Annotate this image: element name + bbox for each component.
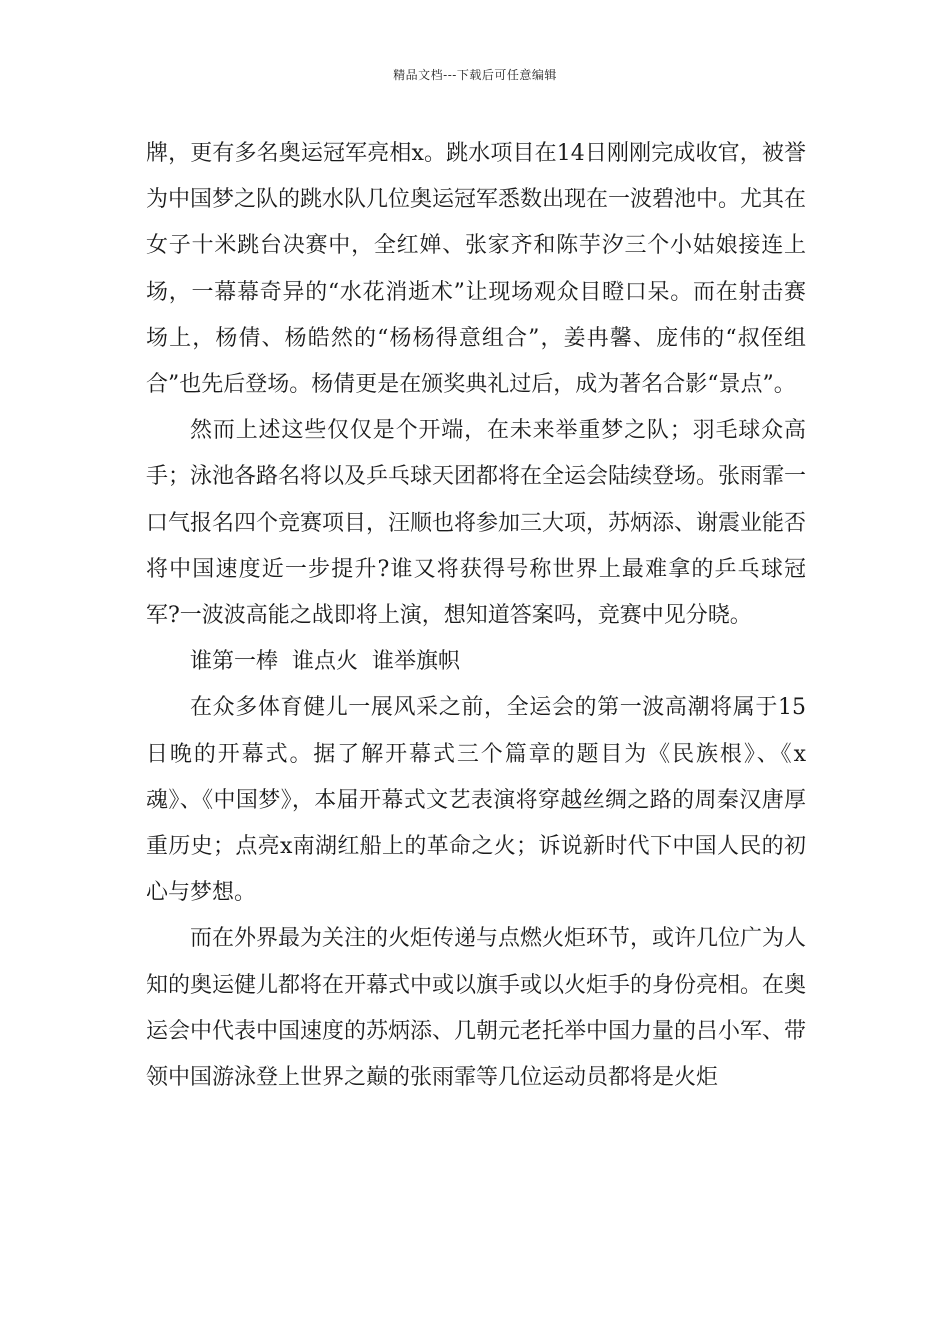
paragraph-torch-relay: 而在外界最为关注的火炬传递与点燃火炬环节，或许几位广为人知的奥运健儿都将在开幕式中或以旗手或以火炬手的身份亮相。在奥运会中代表中国速度的苏炳添、几朝元老托举中国力量的吕小军、带领中国游泳登上世界之巅的张雨霏等几位运动员都将是火炬 [146,926,807,1091]
paragraph-upcoming-events: 然而上述这些仅仅是个开端，在未来举重梦之队；羽毛球众高手；泳池各路名将以及乒乓球天团都将在全运会陆续登场。张雨霏一口气报名四个竞赛项目，汪顺也将参加三大项，苏炳添、谢震业能否将中国速度近一步提升?谁又将获得号称世界上最难拿的乒乓球冠军?一波波高能之战即将上演，想知道答案吗，竞赛中见分晓。 [146,418,807,629]
page-header: 精品文档---下载后可任意编辑 [393,68,557,82]
paragraph-continuation: 牌，更有多名奥运冠军亮相x。跳水项目在14日刚刚完成收官，被誉为中国梦之队的跳水队几位奥运冠军悉数出现在一波碧池中。尤其在女子十米跳台决赛中，全红婵、张家齐和陈芋汐三个小姑娘接连上场，一幕幕奇异的“水花消逝术”让现场观众目瞪口呆。而在射击赛场上，杨倩、杨皓然的“杨杨得意组合”，姜冉馨、庞伟的“叔侄组合”也先后登场。杨倩更是在颁奖典礼过后，成为著名合影“景点”。 [146,141,807,398]
paragraph-opening-ceremony: 在众多体育健儿一展风采之前，全运会的第一波高潮将属于15日晚的开幕式。据了解开幕式三个篇章的题目为《民族根》、《x魂》、《中国梦》，本届开幕式文艺表演将穿越丝绸之路的周秦汉唐厚重历史；点亮x南湖红船上的革命之火；诉说新时代下中国人民的初心与梦想。 [146,695,806,906]
document-body [146,131,806,1101]
section-heading: 谁第一棒 谁点火 谁举旗帜 [190,649,460,675]
